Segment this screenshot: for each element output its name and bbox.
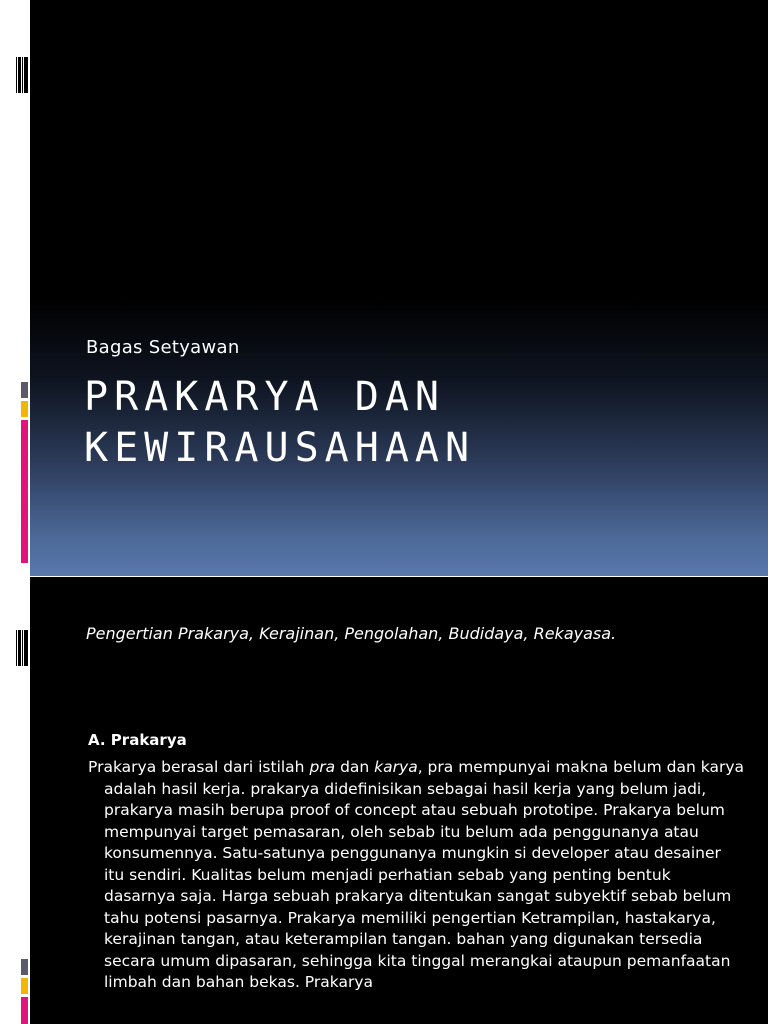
accent-gray-block [21,959,28,975]
content-slide [0,577,768,1024]
connector-dan: dan [335,758,375,776]
term-pra: pra [309,758,336,776]
accent-magenta-bar [21,997,28,1024]
accent-yellow-block [21,978,28,994]
barcode-decoration [16,57,28,93]
paragraph-start: Prakarya berasal dari istilah [88,758,310,776]
title-line-1: PRAKARYA DAN [84,374,445,420]
title-line-2: KEWIRAUSAHAAN [84,425,476,471]
accent-magenta-bar [21,420,28,563]
topic-line: Pengertian Prakarya, Kerajinan, Pengolahan, Budidaya, Rekayasa. [86,624,617,643]
paragraph-rest: , pra mempunyai makna belum dan karya adalah hasil kerja. prakarya didefinisikan sebagai hasil kerja yang belum jadi, prakarya masih berupa proof of concept atau sebuah prototipe. Prakarya belum mempunyai target pemasaran, oleh sebab itu belum ada penggunanya atau konsumennya. Satu-satunya penggunanya mungkin si developer atau desainer itu sendiri. Kualitas belum menjadi perhatian sebab yang penting bentuk dasarnya saja. Harga sebuah prakarya ditentukan sangat subyektif sebab belum tahu potensi pasarnya. Prakarya memiliki pengertian Ketrampilan, hastakarya, kerajinan tangan, atau keterampilan tangan. bahan yang digunakan tersedia secara umum dipasaran, sehingga kita tinggal merangkai ataupun pemanfaatan limbah dan bahan bekas. Prakarya [104,758,745,991]
body-paragraph [88,757,744,994]
color-accent-stack [21,959,28,1024]
left-decor-strip [0,577,30,1024]
term-karya: karya [374,758,418,776]
accent-yellow-block [21,401,28,417]
slide-title [84,372,475,474]
barcode-decoration [16,630,28,666]
section-heading: A. Prakarya [88,731,187,749]
accent-gray-block [21,382,28,398]
color-accent-stack [21,382,28,566]
left-decor-strip [0,0,30,576]
author-name: Bagas Setyawan [86,337,240,358]
